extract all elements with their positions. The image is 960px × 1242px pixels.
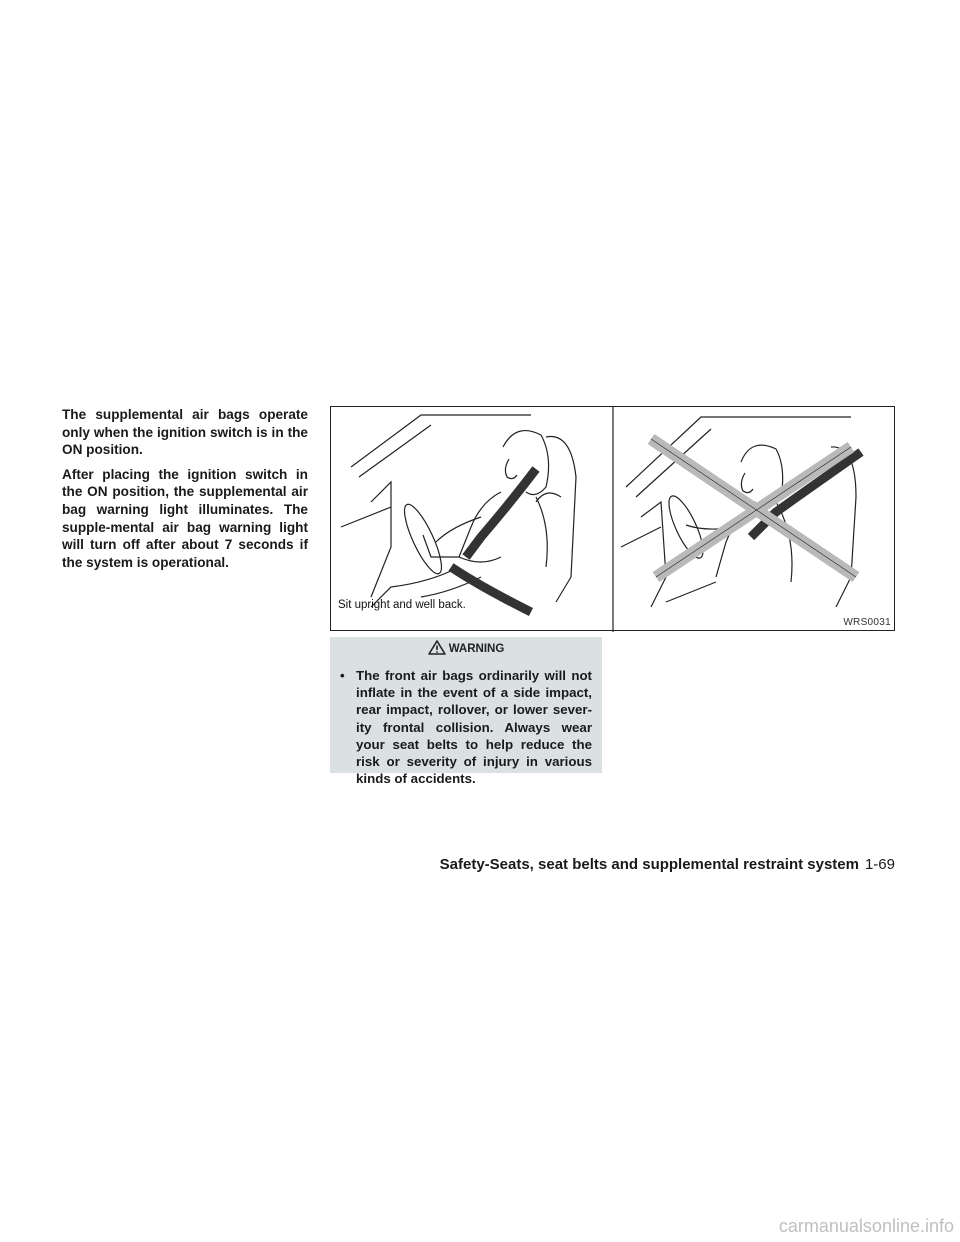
page-number: 1-69 — [864, 856, 895, 873]
warning-item — [330, 661, 602, 787]
paragraph-warning-light: After placing the ignition switch in the ON position, the supplemental air bag warning light illuminates. The supple-mental air bag warning light will turn off after about 7 seconds if the system is operational. — [62, 466, 308, 570]
paragraph-airbag-operation: The supplemental air bags operate only when the ignition switch is in the ON position. — [62, 407, 308, 458]
illustration-drawing — [331, 407, 896, 632]
page-footer — [430, 856, 895, 873]
warning-text: The front air bags ordinarily will not inflate in the event of a side impact, rear impact, rollover, or lower sever-ity frontal collision. Always wear your seat belts to help reduce the risk or severity of injury in various kinds of accidents. — [356, 668, 592, 787]
bullet-marker: • — [340, 668, 345, 683]
warning-triangle-icon — [428, 640, 446, 658]
figure-caption: Sit upright and well back. — [338, 599, 466, 611]
warning-title: WARNING — [448, 643, 505, 655]
warning-box — [330, 637, 602, 787]
body-text — [62, 406, 308, 578]
incorrect-x-mark — [651, 439, 856, 577]
warning-header — [330, 637, 602, 661]
correct-posture-drawing — [341, 415, 576, 607]
watermark: carmanualsonline.info — [778, 1216, 954, 1236]
figure-code: WRS0031 — [843, 617, 891, 628]
seating-position-illustration — [330, 406, 895, 631]
section-title: Safety-Seats, seat belts and supplemental restraint system — [439, 856, 859, 873]
